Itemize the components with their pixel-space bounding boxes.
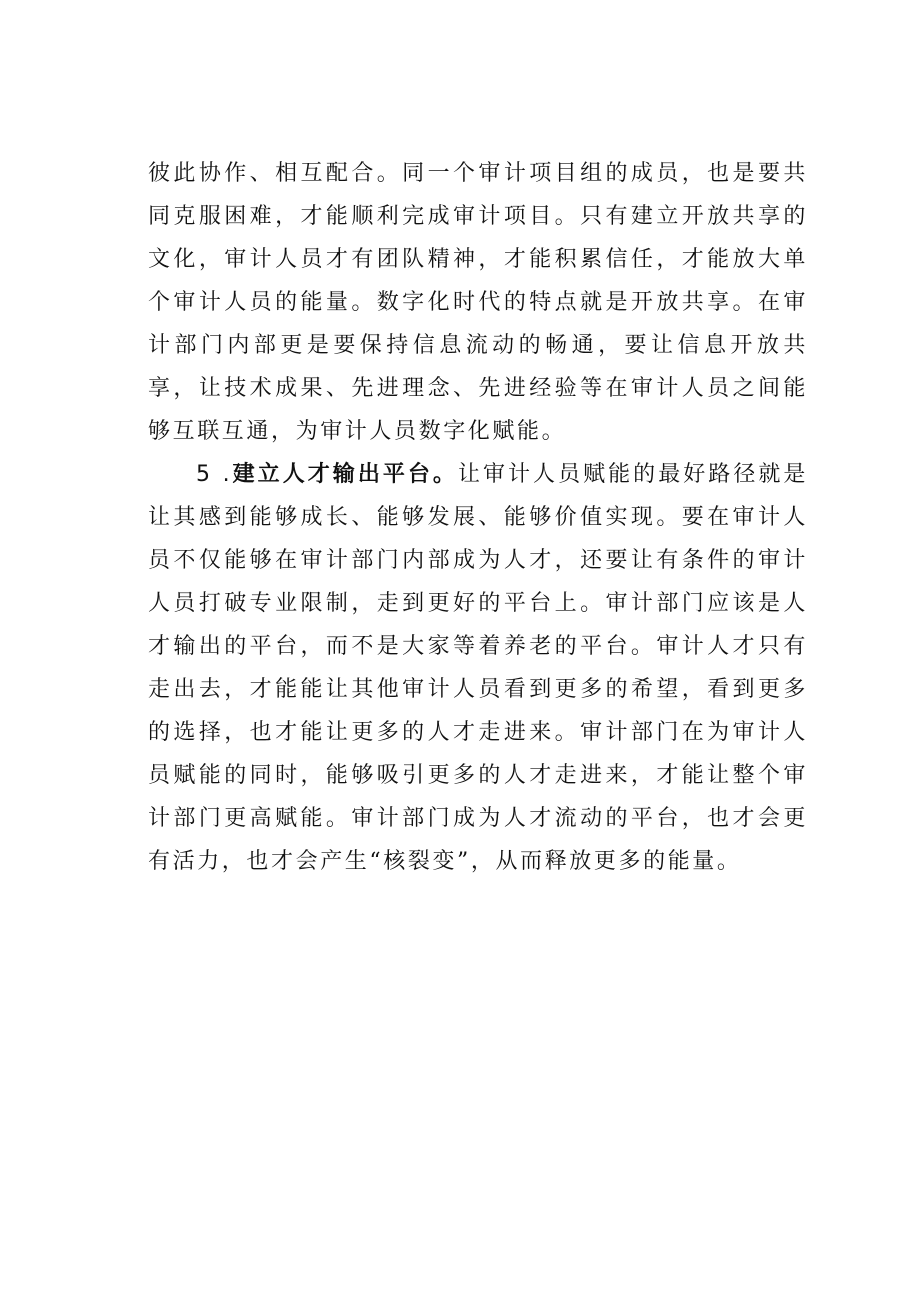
document-body — [148, 152, 808, 883]
section-heading: 建立人才输出平台。 — [232, 462, 458, 487]
paragraph-continued: 彼此协作、相互配合。同一个审计项目组的成员，也是要共同克服困难，才能顺利完成审计项目。只有建立开放共享的文化，审计人员才有团队精神，才能积累信任，才能放大单个审计人员的能量。数字化时代的特点就是开放共享。在审计部门内部更是要保持信息流动的畅通，要让信息开放共享，让技术成果、先进理念、先进经验等在审计人员之间能够互联互通，为审计人员数字化赋能。 — [148, 161, 808, 444]
section-number: 5 . — [196, 462, 233, 487]
section-body: 让审计人员赋能的最好路径就是让其感到能够成长、能够发展、能够价值实现。要在审计人员不仅能够在审计部门内部成为人才，还要让有条件的审计人员打破专业限制，走到更好的平台上。审计部门应该是人才输出的平台，而不是大家等着养老的平台。审计人才只有走出去，才能能让其他审计人员看到更多的希望，看到更多的选择，也才能让更多的人才走进来。审计部门在为审计人员赋能的同时，能够吸引更多的人才走进来，才能让整个审计部门更高赋能。审计部门成为人才流动的平台，也才会更有活力，也才会产生“核裂变”，从而释放更多的能量。 — [148, 462, 808, 874]
section-5-paragraph — [148, 453, 808, 883]
